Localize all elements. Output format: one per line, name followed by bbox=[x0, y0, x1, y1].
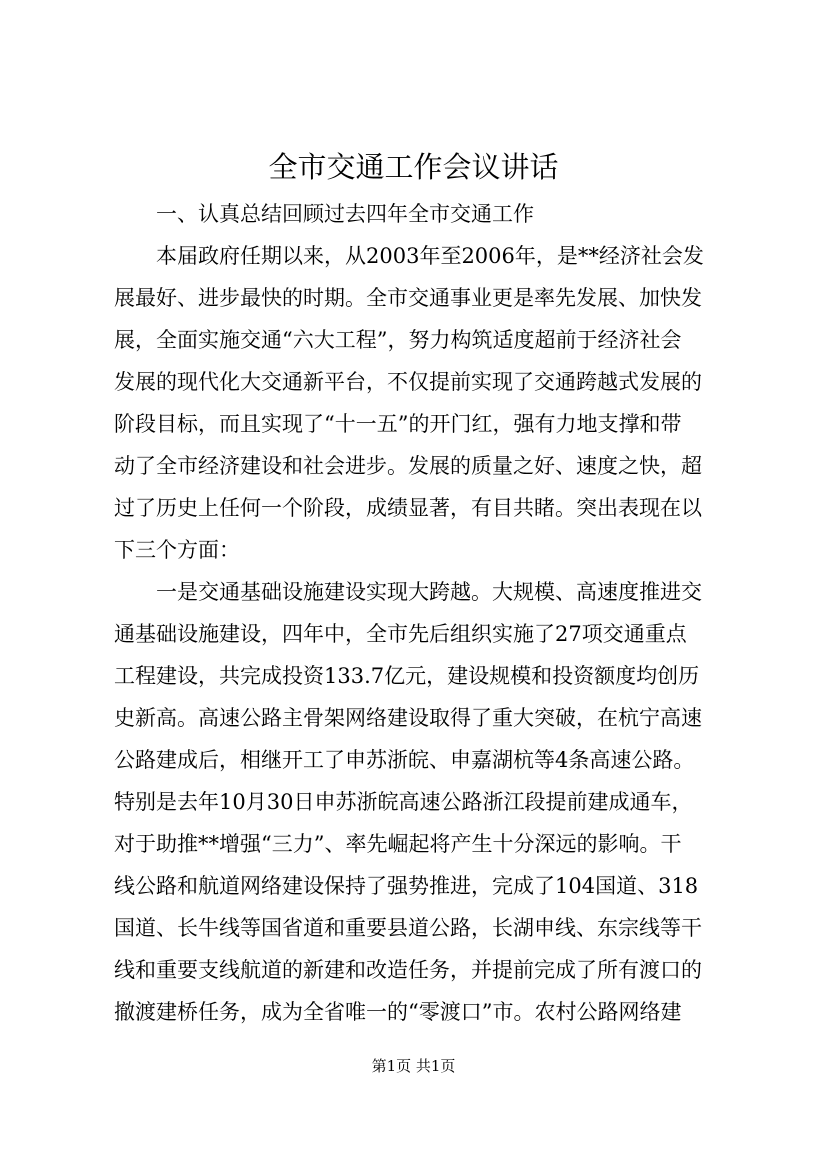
paragraph-line: 下三个方面： bbox=[114, 538, 240, 562]
paragraph-line: 阶段目标，而且实现了“十一五”的开门红，强有力地支撑和带 bbox=[114, 412, 682, 436]
document-title: 全市交通工作会议讲话 bbox=[268, 150, 559, 184]
paragraph-line: 线和重要支线航道的新建和改造任务，并提前完成了所有渡口的 bbox=[114, 958, 702, 982]
paragraph-line: 史新高。高速公路主骨架网络建设取得了重大突破，在杭宁高速 bbox=[114, 706, 702, 730]
paragraph-line: 通基础设施建设，四年中，全市先后组织实施了27项交通重点 bbox=[114, 622, 687, 646]
paragraph-line: 发展的现代化大交通新平台，不仅提前实现了交通跨越式发展的 bbox=[114, 370, 702, 394]
paragraph-line: 工程建设，共完成投资133.7亿元，建设规模和投资额度均创历 bbox=[114, 664, 700, 688]
paragraph-line: 撤渡建桥任务，成为全省唯一的“零渡口”市。农村公路网络建 bbox=[114, 1000, 682, 1024]
paragraph-line: 展最好、进步最快的时期。全市交通事业更是率先发展、加快发 bbox=[114, 286, 702, 310]
paragraph-line: 线公路和航道网络建设保持了强势推进，完成了104国道、318 bbox=[114, 874, 699, 898]
paragraph-line: 动了全市经济建设和社会进步。发展的质量之好、速度之快，超 bbox=[114, 454, 702, 478]
paragraph-line: 特别是去年10月30日申苏浙皖高速公路浙江段提前建成通车， bbox=[114, 790, 693, 814]
section-heading: 一、认真总结回顾过去四年全市交通工作 bbox=[156, 202, 534, 226]
paragraph-line: 公路建成后，相继开工了申苏浙皖、申嘉湖杭等4条高速公路。 bbox=[114, 748, 695, 772]
paragraph-line: 国道、长牛线等国省道和重要县道公路，长湖申线、东宗线等干 bbox=[114, 916, 702, 940]
paragraph-line: 本届政府任期以来，从2003年至2006年，是**经济社会发 bbox=[156, 244, 704, 268]
paragraph-line: 展，全面实施交通“六大工程”，努力构筑适度超前于经济社会 bbox=[114, 328, 682, 352]
page-footer: 第1页 共1页 bbox=[371, 1057, 456, 1075]
paragraph-line: 对于助推**增强“三力”、率先崛起将产生十分深远的影响。干 bbox=[114, 832, 682, 856]
paragraph-line: 过了历史上任何一个阶段，成绩显著，有目共睹。突出表现在以 bbox=[114, 496, 702, 520]
paragraph-line: 一是交通基础设施建设实现大跨越。大规模、高速度推进交 bbox=[156, 580, 702, 604]
